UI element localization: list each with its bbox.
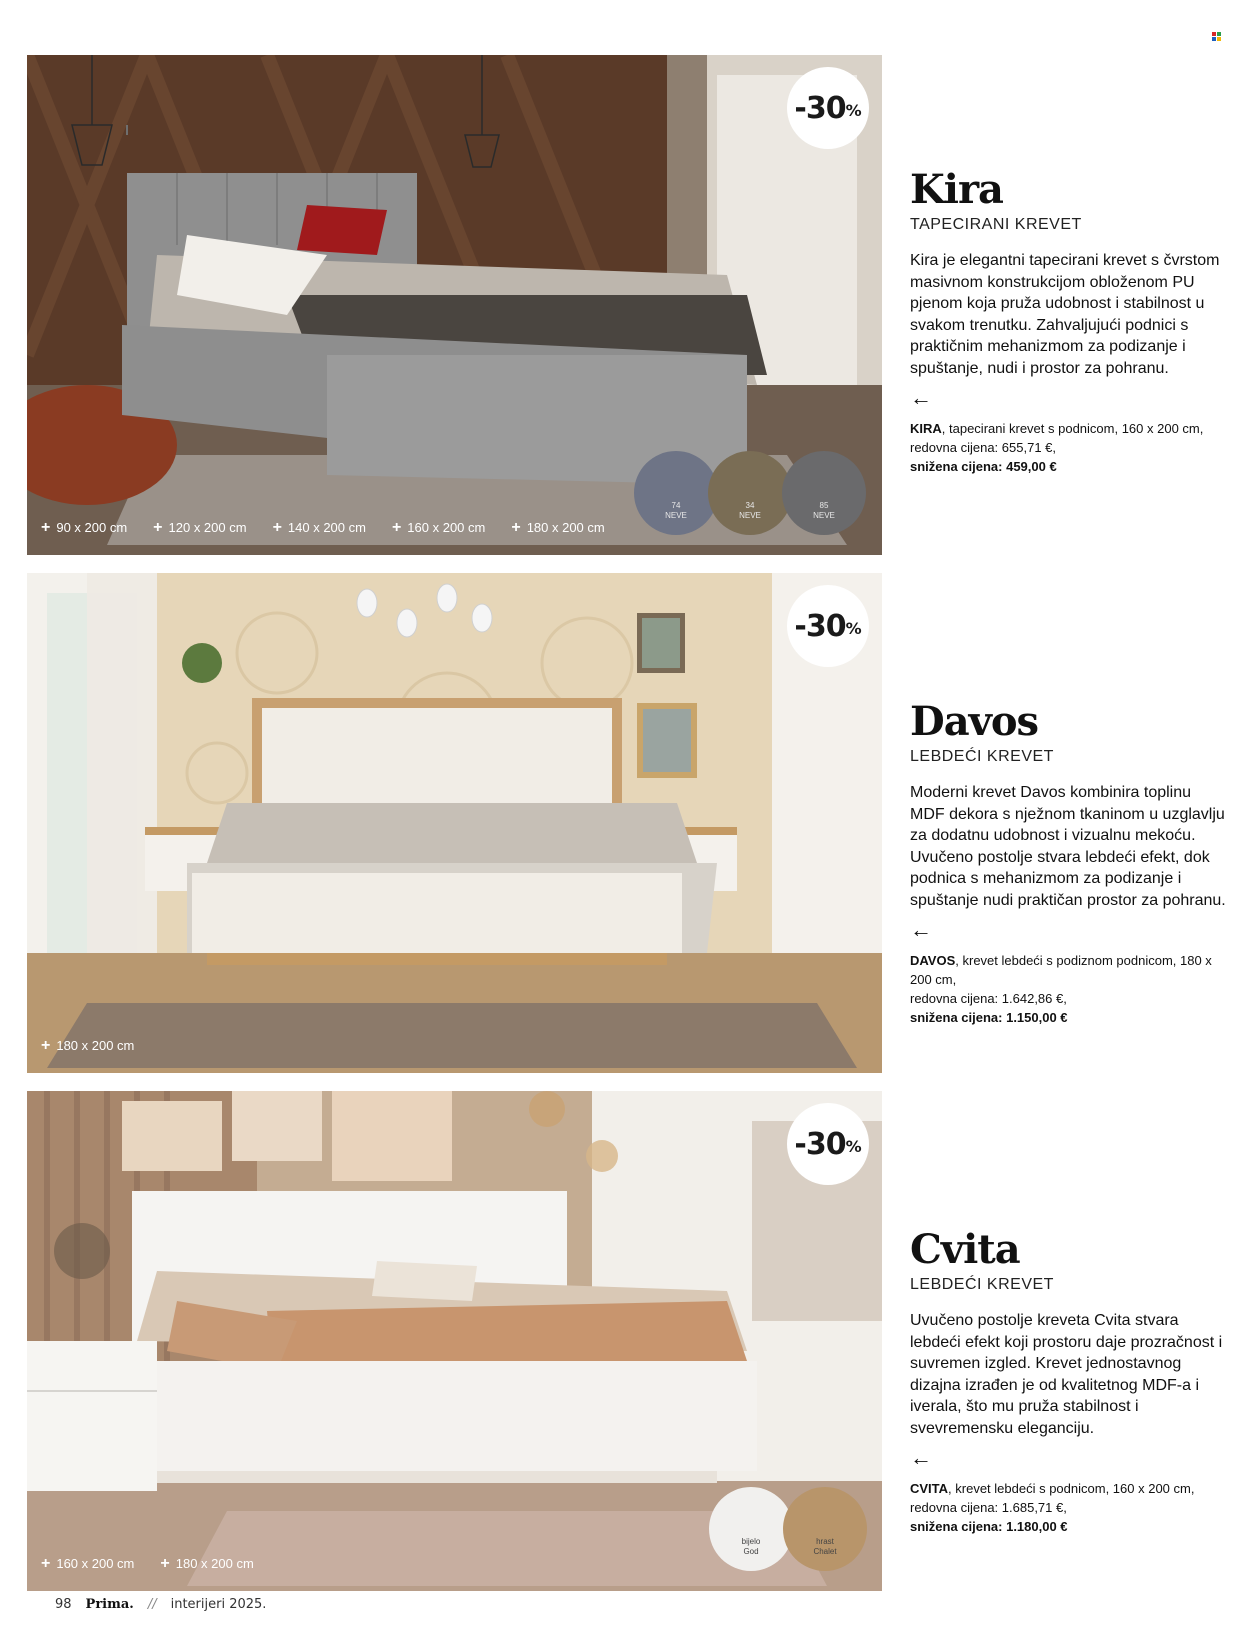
size-option: + 180 x 200 cm <box>160 1555 254 1572</box>
kira-info <box>910 168 1230 476</box>
discount-badge: -30 % <box>787 67 869 149</box>
plus-icon: + <box>272 519 282 536</box>
finish-swatch: bijelo God <box>709 1487 793 1571</box>
arrow-left-icon: ← <box>910 385 932 410</box>
davos-bedroom-illustration <box>27 573 882 1073</box>
size-option: + 160 x 200 cm <box>391 519 486 536</box>
plus-icon: + <box>41 1555 51 1572</box>
price-block: DAVOS, krevet lebdeći s podiznom podnicom, 180 x 200 cm, redovna cijena: 1.642,86 €, snižena cijena: 1.150,00 € <box>910 953 1212 1025</box>
cvita-photo <box>27 1091 882 1591</box>
size-option: + 90 x 200 cm <box>41 519 128 536</box>
plus-icon: + <box>391 519 402 536</box>
product-title: Cvita <box>910 1226 1020 1273</box>
plus-icon: + <box>511 519 521 536</box>
davos-info <box>910 700 1230 1027</box>
product-description: Moderni krevet Davos kombinira toplinu MDF dekora s nježnom tkaninom u uzglavlju za dodatnu udobnost i vizualnu mekoću. Uvučeno postolje stvara lebdeći efekt, dok podnica s mehanizmom za podizanje i spuštanje nudi praktičan prostor za pohranu. <box>910 784 1226 909</box>
product-subtitle: LEBDEĆI KREVET <box>910 1276 1054 1293</box>
product-description: Uvučeno postolje kreveta Cvita stvara lebdeći efekt koji prostoru daje prozračnost i suvremen izgled. Krevet jednostavnog dizajna izrađen je od kvalitetnog MDF-a i iverala, što mu pruža stabilnost i svevremensku eleganciju. <box>910 1312 1223 1437</box>
size-option: + 180 x 200 cm <box>41 1037 135 1054</box>
plus-icon: + <box>41 1037 51 1054</box>
arrow-left-icon: ← <box>910 917 932 942</box>
fabric-swatch: 34 NEVE <box>708 451 792 535</box>
price-block: KIRA, tapecirani krevet s podnicom, 160 x 200 cm, redovna cijena: 655,71 €, snižena cijena: 459,00 € <box>910 421 1204 474</box>
product-subtitle: LEBDEĆI KREVET <box>910 748 1054 765</box>
davos-photo <box>27 573 882 1073</box>
cvita-info <box>910 1228 1230 1536</box>
footer-section: interijeri 2025. <box>170 1597 267 1612</box>
size-list <box>41 1555 254 1573</box>
kira-photo <box>27 55 882 555</box>
price-block: CVITA, krevet lebdeći s podnicom, 160 x 200 cm, redovna cijena: 1.685,71 €, snižena cijena: 1.180,00 € <box>910 1481 1195 1534</box>
size-option: + 120 x 200 cm <box>153 519 247 536</box>
plus-icon: + <box>160 1555 170 1572</box>
size-list <box>41 1037 134 1055</box>
fabric-swatch: 74 NEVE <box>634 451 718 535</box>
brand-logo: Prima. <box>85 1597 134 1612</box>
product-title: Kira <box>910 166 1003 213</box>
page-number: 98 <box>55 1597 72 1612</box>
corner-mark-icon <box>1212 32 1221 41</box>
plus-icon: + <box>153 519 163 536</box>
size-list <box>41 519 605 537</box>
size-option: + 140 x 200 cm <box>272 519 366 536</box>
fabric-swatch: 85 NEVE <box>782 451 866 535</box>
page-footer <box>55 1597 266 1612</box>
arrow-left-icon: ← <box>910 1445 932 1470</box>
product-title: Davos <box>910 698 1039 745</box>
discount-badge: -30 % <box>787 1103 869 1185</box>
plus-icon: + <box>41 519 51 536</box>
discount-badge: -30 % <box>787 585 869 667</box>
product-subtitle: TAPECIRANI KREVET <box>910 216 1082 233</box>
product-description: Kira je elegantni tapecirani krevet s čvrstom masivnom konstrukcijom obloženom PU pjenom koja pruža udobnost i stabilnost u svakom trenutku. Zahvaljujući podnici s praktičnim mehanizmom za podizanje i spuštanje, nudi i prostor za pohranu. <box>910 252 1220 377</box>
finish-swatch: hrast Chalet <box>783 1487 867 1571</box>
size-option: + 160 x 200 cm <box>41 1555 135 1572</box>
footer-separator: // <box>147 1597 157 1612</box>
size-option: + 180 x 200 cm <box>511 519 605 536</box>
